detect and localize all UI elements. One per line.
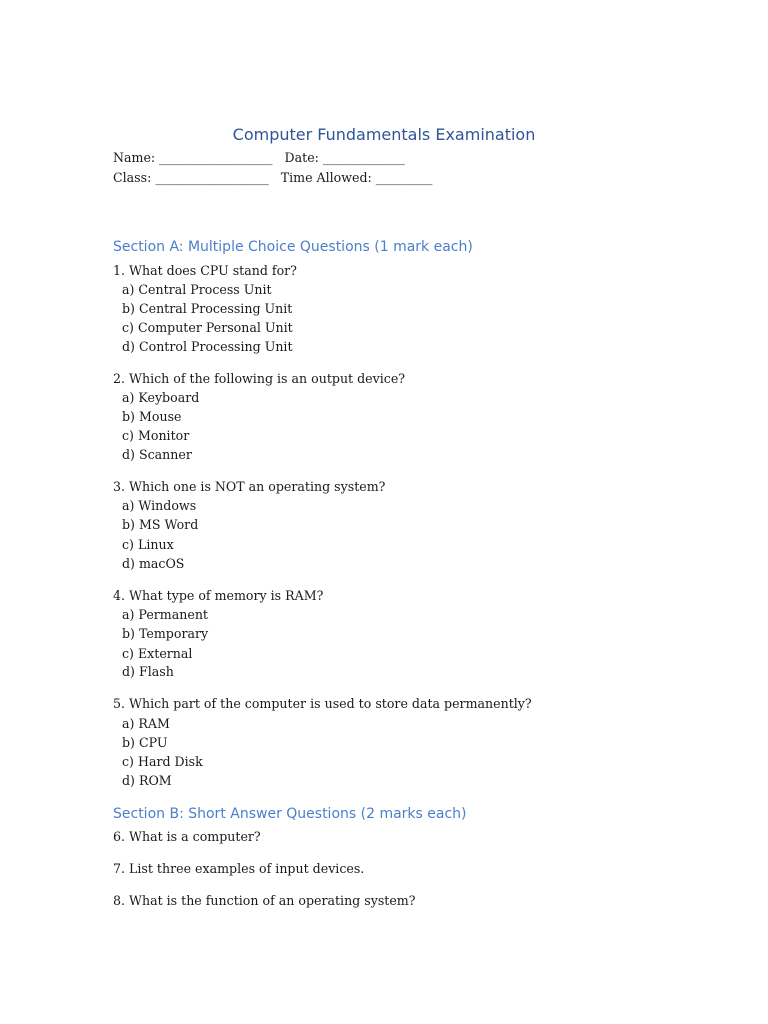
- question-4-option-a: a) Permanent: [122, 607, 208, 622]
- question-1-option-c: c) Computer Personal Unit: [122, 320, 293, 335]
- question-4-option-b: b) Temporary: [122, 626, 209, 641]
- question-1-option-a: a) Central Process Unit: [122, 282, 272, 297]
- question-5: 5. Which part of the computer is used to store data permanently?: [113, 696, 532, 711]
- class-time-line: Class: __________________ Time Allowed: _________: [113, 170, 433, 185]
- question-4: 4. What type of memory is RAM?: [113, 588, 324, 603]
- question-1: 1. What does CPU stand for?: [113, 263, 297, 278]
- question-1-option-b: b) Central Processing Unit: [122, 301, 293, 316]
- question-5-option-d: d) ROM: [122, 773, 172, 788]
- question-7: 7. List three examples of input devices.: [113, 861, 365, 876]
- question-3: 3. Which one is NOT an operating system?: [113, 479, 386, 494]
- question-2-option-a: a) Keyboard: [122, 390, 200, 405]
- question-3-option-b: b) MS Word: [122, 517, 199, 532]
- question-5-option-b: b) CPU: [122, 735, 168, 750]
- question-3-option-a: a) Windows: [122, 498, 197, 513]
- question-2-option-c: c) Monitor: [122, 428, 190, 443]
- question-2-option-b: b) Mouse: [122, 409, 182, 424]
- name-date-line: Name: __________________ Date: _____________: [113, 150, 405, 165]
- question-2-option-d: d) Scanner: [122, 447, 192, 462]
- question-4-option-c: c) External: [122, 646, 193, 661]
- question-6: 6. What is a computer?: [113, 829, 261, 844]
- question-5-option-a: a) RAM: [122, 716, 170, 731]
- question-5-option-c: c) Hard Disk: [122, 754, 203, 769]
- question-1-option-d: d) Control Processing Unit: [122, 339, 293, 354]
- section-b-heading: Section B: Short Answer Questions (2 marks each): [113, 806, 467, 822]
- question-3-option-c: c) Linux: [122, 537, 174, 552]
- question-8: 8. What is the function of an operating system?: [113, 893, 416, 908]
- section-a-heading: Section A: Multiple Choice Questions (1 mark each): [113, 239, 473, 255]
- question-3-option-d: d) macOS: [122, 556, 185, 571]
- exam-title: Computer Fundamentals Examination: [232, 125, 536, 144]
- question-2: 2. Which of the following is an output device?: [113, 371, 406, 386]
- question-4-option-d: d) Flash: [122, 664, 174, 679]
